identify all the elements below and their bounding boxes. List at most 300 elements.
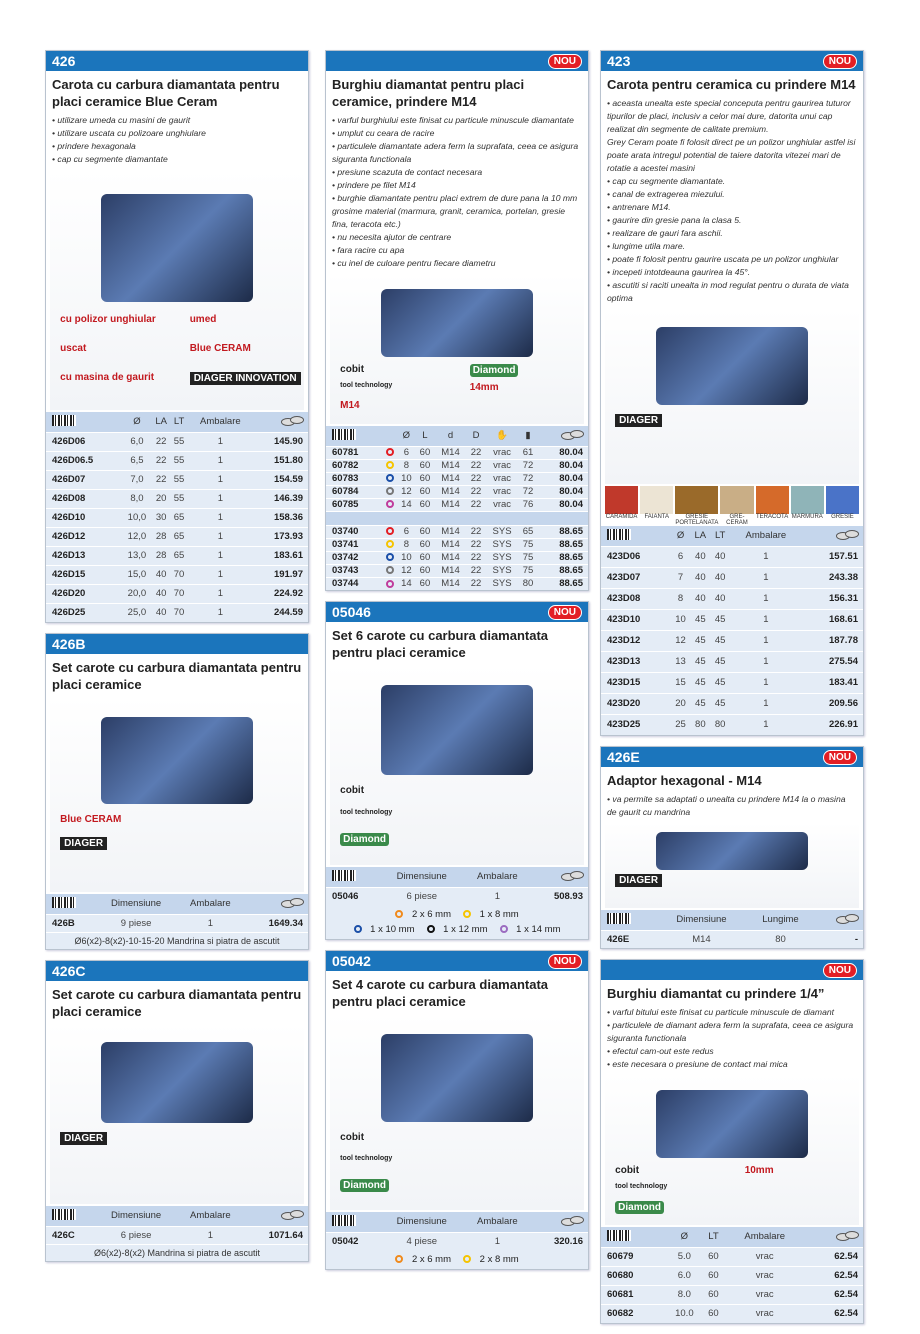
color-ring-icon	[383, 564, 397, 577]
table-cell: 55	[171, 451, 188, 470]
table-cell: 22	[467, 459, 486, 472]
material-swatch	[675, 486, 718, 526]
table-cell: 40	[711, 588, 730, 609]
table-cell: 1	[464, 887, 532, 905]
product-table	[46, 412, 308, 622]
material-label: GRESIE	[831, 514, 854, 520]
table-cell: 8	[397, 538, 416, 551]
table-cell: 1	[188, 527, 254, 546]
table-row	[326, 564, 588, 577]
price: 209.56	[802, 693, 863, 714]
section-header	[326, 602, 588, 622]
logo-label: 10mm	[744, 1165, 774, 1176]
table-cell: 40	[711, 567, 730, 588]
table-cell: vrac	[724, 1266, 805, 1285]
price: 244.59	[253, 603, 308, 622]
table-header	[46, 412, 308, 432]
table-cell: 8.0	[666, 1285, 703, 1304]
table-separator	[326, 511, 588, 525]
price: 151.80	[253, 451, 308, 470]
size-label: 2 x 6 mm	[411, 1254, 451, 1265]
product-table	[46, 1206, 308, 1244]
product-table	[601, 526, 863, 735]
table-cell: 72	[519, 459, 538, 472]
table-cell: 1	[730, 693, 803, 714]
logo-label: cu polizor unghiular	[60, 314, 156, 325]
barcode-icon	[52, 415, 76, 426]
feature-item: • prindere hexagonala	[52, 141, 136, 151]
table-cell: 1	[730, 609, 803, 630]
product-code: 423D15	[601, 672, 671, 693]
table-cell: 1	[188, 432, 254, 451]
product-code: 60680	[601, 1266, 666, 1285]
table-row	[601, 609, 863, 630]
table-cell: 1	[188, 584, 254, 603]
feature-item: • ascutiti si raciti unealta in mod regulat pentru o durata de viata optima	[607, 280, 849, 303]
barcode-icon	[332, 1215, 356, 1226]
price-coins-icon	[281, 415, 303, 425]
table-cell: 20	[671, 693, 690, 714]
section-code: 426C	[52, 963, 86, 979]
table-cell: 10,0	[122, 508, 152, 527]
feature-list	[601, 1004, 863, 1073]
table-cell: 15	[671, 672, 690, 693]
product-image	[381, 1034, 533, 1122]
table-cell: 12	[397, 485, 416, 498]
table-row	[601, 714, 863, 735]
logo-label: tool technology	[340, 382, 393, 389]
table-cell: 1	[730, 714, 803, 735]
feature-item: • antrenare M14.	[607, 202, 671, 212]
section-code: 426B	[52, 636, 86, 652]
table-cell: 60	[416, 564, 435, 577]
product-code: 426D08	[46, 489, 122, 508]
table-cell: 1	[188, 603, 254, 622]
feature-item: • va permite sa adaptati o unealta cu prindere M14 la o masina de gaurit cu mandrina	[607, 794, 846, 817]
barcode-icon	[607, 529, 631, 540]
price: 1649.34	[244, 914, 308, 932]
product-code: 423D13	[601, 651, 671, 672]
price: 320.16	[531, 1232, 588, 1250]
table-cell: 45	[711, 609, 730, 630]
table-cell: 80	[519, 577, 538, 590]
price: 62.54	[805, 1266, 863, 1285]
table-cell: 60	[416, 577, 435, 590]
color-ring-icon	[383, 498, 397, 511]
table-cell: 45	[690, 651, 711, 672]
product-code: 05046	[326, 887, 380, 905]
column-header: LT	[171, 412, 188, 432]
table-cell: 45	[690, 609, 711, 630]
feature-list	[46, 112, 308, 168]
table-cell: M14	[656, 930, 748, 948]
set-contents-note: Ø6(x2)-8(x2) Mandrina si piatra de ascutit	[46, 1244, 308, 1261]
table-cell: 1	[188, 546, 254, 565]
table-cell: 1	[177, 914, 244, 932]
logo-label: Blue CERAM	[60, 814, 122, 825]
column-header: Dimensiune	[380, 1212, 464, 1232]
feature-item: • cap cu segmente diamantate	[52, 154, 168, 164]
product-section	[45, 960, 309, 1262]
table-row	[326, 577, 588, 590]
material-label: CARAMIDA	[605, 514, 638, 520]
table-header	[326, 426, 588, 446]
product-code: 03740	[326, 525, 383, 538]
color-ring-icon	[463, 910, 471, 918]
price: 187.78	[802, 630, 863, 651]
product-code: 423D08	[601, 588, 671, 609]
new-badge: NOU	[823, 750, 857, 765]
table-row	[46, 470, 308, 489]
size-item	[424, 924, 491, 935]
size-label: 1 x 12 mm	[443, 924, 488, 935]
table-cell: M14	[434, 564, 466, 577]
price: 80.04	[537, 446, 588, 459]
material-label: GRE-CERAM	[726, 514, 748, 526]
product-code: 426C	[46, 1226, 95, 1244]
product-image	[656, 1090, 808, 1158]
column-header: Dimensiune	[656, 910, 748, 930]
feature-item: • umplut cu ceara de racire	[332, 128, 435, 138]
price-coins-icon	[836, 1230, 858, 1240]
table-cell: M14	[434, 498, 466, 511]
table-cell: 70	[171, 603, 188, 622]
table-cell: 14	[397, 577, 416, 590]
product-title: Adaptor hexagonal - M14	[607, 773, 762, 788]
table-row	[46, 584, 308, 603]
table-row	[326, 459, 588, 472]
table-cell: 40	[711, 546, 730, 567]
table-row	[326, 485, 588, 498]
feature-item: • cu inel de culoare pentru fiecare diametru	[332, 258, 496, 268]
column-header: Ø	[122, 412, 152, 432]
color-ring-icon	[383, 577, 397, 590]
feature-item: • fara racire cu apa	[332, 245, 405, 255]
section-code: 05046	[332, 604, 371, 620]
table-row	[326, 472, 588, 485]
price: -	[814, 930, 863, 948]
table-cell: vrac	[485, 485, 518, 498]
feature-list	[601, 791, 863, 821]
table-cell: 60	[416, 525, 435, 538]
color-ring-icon	[383, 485, 397, 498]
table-row	[326, 551, 588, 564]
product-title: Burghiu diamantat cu prindere 1/4”	[607, 986, 825, 1001]
table-cell: 25	[671, 714, 690, 735]
price: 88.65	[537, 577, 588, 590]
table-cell: 22	[152, 432, 171, 451]
feature-item: • efectul cam-out este redus	[607, 1046, 714, 1056]
price-coins-icon	[281, 897, 303, 907]
table-cell: 22	[152, 470, 171, 489]
table-row	[326, 538, 588, 551]
column-header: LA	[152, 412, 171, 432]
table-cell: 6	[397, 446, 416, 459]
product-code: 60785	[326, 498, 383, 511]
material-label: MARMURA	[791, 514, 823, 520]
table-row	[601, 1304, 863, 1323]
table-cell: 75	[519, 551, 538, 564]
table-row	[601, 567, 863, 588]
table-cell: M14	[434, 459, 466, 472]
price: 80.04	[537, 459, 588, 472]
table-cell: 70	[171, 565, 188, 584]
product-title: Set 4 carote cu carbura diamantata pentru placi ceramice	[332, 977, 549, 1009]
color-ring-icon	[383, 551, 397, 564]
table-cell: 20	[152, 489, 171, 508]
material-swatch	[791, 486, 824, 526]
table-cell: 60	[416, 485, 435, 498]
table-row	[326, 446, 588, 459]
logo-label: Diamond	[340, 1179, 389, 1192]
feature-item: • utilizare umeda cu masini de gaurit	[52, 115, 191, 125]
table-cell: 72	[519, 472, 538, 485]
table-cell: 1	[730, 588, 803, 609]
logo-label: M14	[340, 400, 360, 411]
table-header	[326, 1212, 588, 1232]
column-header: D	[467, 426, 486, 446]
product-code: 423D07	[601, 567, 671, 588]
table-cell: vrac	[485, 459, 518, 472]
size-label: 1 x 8 mm	[479, 909, 519, 920]
table-cell: SYS	[485, 564, 518, 577]
table-cell: 60	[703, 1247, 724, 1266]
table-cell: 75	[519, 564, 538, 577]
logo-label: DIAGER	[615, 874, 662, 887]
table-cell: 55	[171, 470, 188, 489]
table-cell: 65	[171, 546, 188, 565]
feature-item: Grey Ceram poate fi folosit direct pe un polizor unghiular astfel isi poate arata intregul potential de taiere datorita vitezei mari de rotatie a acestei masini	[607, 137, 856, 173]
logo-label: cobit	[340, 364, 365, 375]
table-row	[46, 432, 308, 451]
price: 62.54	[805, 1247, 863, 1266]
table-row	[46, 546, 308, 565]
table-cell: 22	[467, 564, 486, 577]
logo-label: Diamond	[340, 833, 389, 846]
column-header: d	[434, 426, 466, 446]
table-cell: 55	[171, 489, 188, 508]
feature-list	[326, 112, 588, 272]
table-cell: 10.0	[666, 1304, 703, 1323]
color-ring-icon	[500, 925, 508, 933]
logo-label: cu masina de gaurit	[60, 371, 155, 383]
size-label: 2 x 8 mm	[479, 1254, 519, 1265]
product-code: 426D06	[46, 432, 122, 451]
price: 275.54	[802, 651, 863, 672]
price-coins-icon	[281, 1209, 303, 1219]
product-code: 426D12	[46, 527, 122, 546]
product-code: 05042	[326, 1232, 380, 1250]
table-row	[326, 887, 588, 905]
color-ring-icon	[395, 910, 403, 918]
table-cell: 1	[464, 1232, 532, 1250]
table-header	[46, 1206, 308, 1226]
table-cell: 75	[519, 538, 538, 551]
price: 62.54	[805, 1285, 863, 1304]
product-title: Set carote cu carbura diamantata pentru placi ceramice	[52, 660, 302, 692]
table-cell: vrac	[724, 1247, 805, 1266]
table-row	[601, 672, 863, 693]
table-cell: 60	[416, 538, 435, 551]
product-section	[45, 50, 309, 623]
table-cell: 60	[416, 446, 435, 459]
table-cell: 1	[188, 508, 254, 527]
feature-item: • gaurire din gresie pana la clasa 5.	[607, 215, 742, 225]
table-cell: 1	[730, 651, 803, 672]
table-header	[601, 1227, 863, 1247]
table-header	[46, 894, 308, 914]
table-cell: 28	[152, 546, 171, 565]
feature-item: • incepeti intotdeauna gaurirea la 45°.	[607, 267, 751, 277]
table-row	[601, 1266, 863, 1285]
size-item	[460, 1254, 522, 1265]
table-cell: 6,0	[122, 432, 152, 451]
table-cell: 45	[690, 630, 711, 651]
size-item	[392, 909, 454, 920]
logo-label: Diamond	[615, 1201, 664, 1214]
logo-label: DIAGER	[60, 1132, 107, 1145]
product-code: 426D06.5	[46, 451, 122, 470]
price: 508.93	[531, 887, 588, 905]
table-cell: 13	[671, 651, 690, 672]
product-code: 426D20	[46, 584, 122, 603]
table-cell: M14	[434, 577, 466, 590]
section-header	[326, 951, 588, 971]
color-ring-icon	[383, 525, 397, 538]
table-cell: 7,0	[122, 470, 152, 489]
table-cell: M14	[434, 485, 466, 498]
table-cell: 10	[397, 472, 416, 485]
table-cell: vrac	[724, 1304, 805, 1323]
product-code: 423D06	[601, 546, 671, 567]
product-title: Carota cu carbura diamantata pentru placi ceramice Blue Ceram	[52, 77, 280, 109]
price-coins-icon	[561, 1215, 583, 1225]
table-cell: 30	[152, 508, 171, 527]
feature-item: • particulele de diamant adera ferm la suprafata, ceea ce asigura siguranta functionala	[607, 1020, 854, 1043]
table-row	[46, 1226, 308, 1244]
logo-label: cobit	[340, 785, 365, 796]
weight-icon: ▮	[519, 426, 538, 446]
table-cell: 45	[711, 651, 730, 672]
feature-item: • varful bitului este finisat cu particule minuscule de diamant	[607, 1007, 835, 1017]
feature-item: • este necesara o presiune de contact mai mica	[607, 1059, 788, 1069]
table-row	[46, 527, 308, 546]
section-header	[601, 960, 863, 980]
price: 173.93	[253, 527, 308, 546]
product-media	[50, 697, 304, 892]
table-cell: 60	[416, 472, 435, 485]
color-ring-icon	[427, 925, 435, 933]
product-code: 03744	[326, 577, 383, 590]
table-cell: 8,0	[122, 489, 152, 508]
price: 183.41	[802, 672, 863, 693]
section-header	[326, 51, 588, 71]
section-header	[601, 747, 863, 767]
table-cell: 8	[397, 459, 416, 472]
product-code: 426D15	[46, 565, 122, 584]
table-row	[326, 1232, 588, 1250]
table-cell: 1	[730, 630, 803, 651]
column-header: LA	[690, 526, 711, 546]
table-cell: 6	[671, 546, 690, 567]
product-code: 423D20	[601, 693, 671, 714]
table-cell: 22	[467, 551, 486, 564]
table-cell: 6 piese	[380, 887, 464, 905]
table-cell: SYS	[485, 551, 518, 564]
table-cell: 60	[703, 1304, 724, 1323]
logo-label: DIAGER INNOVATION	[190, 372, 301, 385]
barcode-icon	[332, 870, 356, 881]
color-ring-icon	[383, 538, 397, 551]
table-row	[601, 930, 863, 948]
table-cell: 12	[397, 564, 416, 577]
product-code: 426B	[46, 914, 95, 932]
table-row	[601, 588, 863, 609]
column-header: Ø	[397, 426, 416, 446]
new-badge: NOU	[548, 954, 582, 969]
color-ring-icon	[395, 1255, 403, 1263]
price: 88.65	[537, 564, 588, 577]
table-cell: 15,0	[122, 565, 152, 584]
product-image	[656, 832, 808, 870]
table-cell: 60	[416, 498, 435, 511]
section-header	[46, 961, 308, 981]
column-header: Dimensiune	[95, 894, 177, 914]
table-row	[46, 914, 308, 932]
product-section	[600, 959, 864, 1324]
table-cell: 12	[671, 630, 690, 651]
table-cell: 40	[690, 546, 711, 567]
color-ring-icon	[463, 1255, 471, 1263]
table-cell: 10	[397, 551, 416, 564]
column-header: Ambalare	[464, 867, 532, 887]
table-cell: SYS	[485, 525, 518, 538]
table-row	[601, 1285, 863, 1304]
product-code: 03743	[326, 564, 383, 577]
price: 88.65	[537, 525, 588, 538]
product-image	[101, 717, 253, 805]
table-cell: 12,0	[122, 527, 152, 546]
product-media	[605, 309, 859, 484]
product-image	[381, 685, 533, 775]
price: 80.04	[537, 498, 588, 511]
table-cell: 1	[188, 470, 254, 489]
column-header: Dimensiune	[95, 1206, 177, 1226]
product-code: 60781	[326, 446, 383, 459]
column-header: Ambalare	[464, 1212, 532, 1232]
table-row	[601, 546, 863, 567]
feature-item: • lungime utila mare.	[607, 241, 685, 251]
size-label: 1 x 10 mm	[370, 924, 415, 935]
product-image	[101, 1042, 253, 1123]
table-cell: 13,0	[122, 546, 152, 565]
logo-label: Blue CERAM	[189, 342, 251, 354]
product-code: 03741	[326, 538, 383, 551]
table-cell: M14	[434, 472, 466, 485]
material-swatch	[756, 486, 789, 526]
feature-item: • burghie diamantate pentru placi extrem de dure pana la 10 mm grosime material (marmura, granit, ceramica, portelan, gresie fina, teracota etc.)	[332, 193, 578, 229]
table-cell: M14	[434, 551, 466, 564]
table-cell: 1	[730, 567, 803, 588]
price: 1071.64	[244, 1226, 308, 1244]
product-section	[325, 950, 589, 1270]
table-cell: 60	[703, 1285, 724, 1304]
product-code: 60681	[601, 1285, 666, 1304]
color-ring-icon	[354, 925, 362, 933]
price-coins-icon	[561, 870, 583, 880]
product-media	[50, 170, 304, 410]
table-cell: 4 piese	[380, 1232, 464, 1250]
